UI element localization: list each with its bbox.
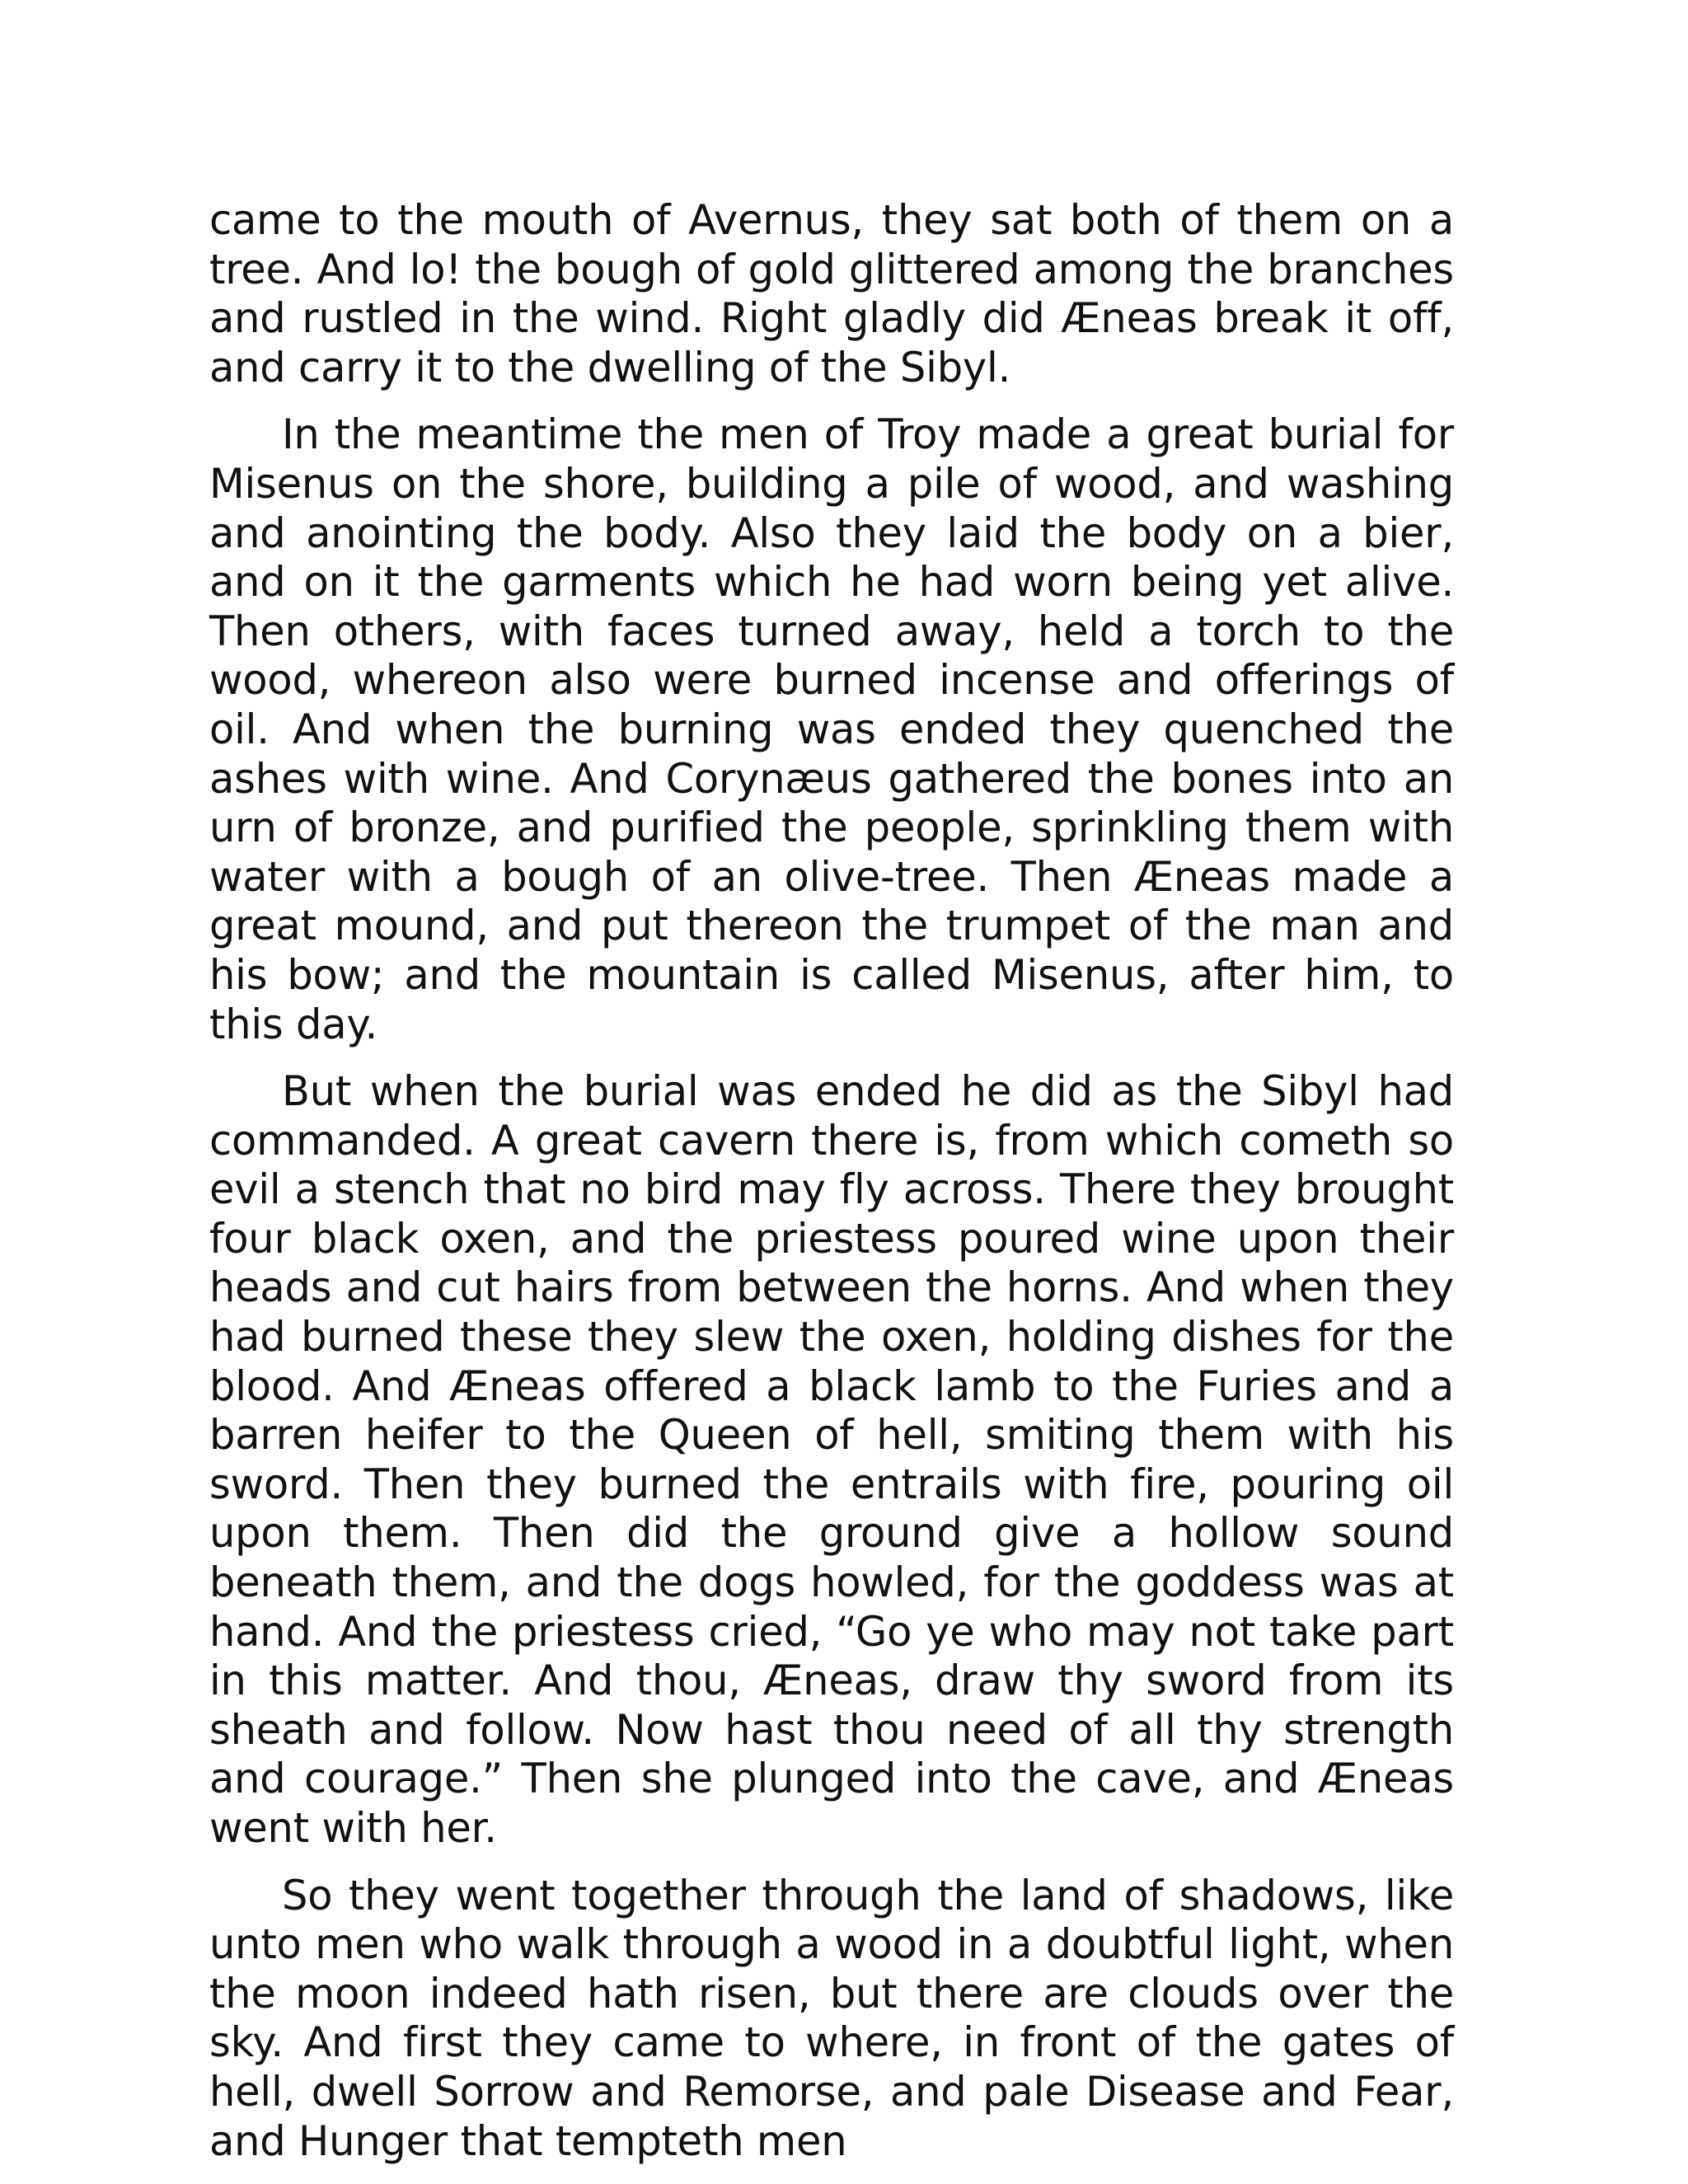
paragraph-cavern-sacrifice: But when the burial was ended he did as the Sibyl had commanded. A great cavern there is, from which cometh so evil a stench that no bird may fly across. There they brought four black oxen, and the priestess poured wine upon their heads and cut hairs from between the horns. And when they had burned these they slew the oxen, holding dishes for the blood. And Æneas offered a black lamb to the Furies and a barren heifer to the Queen of hell, smiting them with his sword. Then they burned the entrails with fire, pouring oil upon them. Then did the ground give a hollow sound beneath them, and the dogs howled, for the goddess was at hand. And the priestess cried, “Go ye who may not take part in this matter. And thou, Æneas, draw thy sword from its sheath and follow. Now hast thou need of all thy strength and courage.” Then she plunged into the cave, and Æneas went with her.	[209, 1067, 1454, 1852]
paragraph-misenus-burial: In the meantime the men of Troy made a great burial for Misenus on the shore, building a pile of wood, and washing and anointing the body. Also they laid the body on a bier, and on it the garments which he had worn being yet alive. Then others, with faces turned away, held a torch to the wood, whereon also were burned incense and offerings of oil. And when the burning was ended they quenched the ashes with wine. And Corynæus gathered the bones into an urn of bronze, and purified the people, sprinkling them with water with a bough of an olive-tree. Then Æneas made a great mound, and put thereon the trumpet of the man and his bow; and the mountain is called Misenus, after him, to this day.	[209, 410, 1454, 1048]
paragraph-land-of-shadows: So they went together through the land of shadows, like unto men who walk through a wood in a doubtful light, when the moon indeed hath risen, but there are clouds over the sky. And first they came to where, in front of the gates of hell, dwell Sorrow and Remorse, and pale Disease and Fear, and Hunger that tempteth men	[209, 1871, 1454, 2165]
page-text	[209, 196, 1454, 2166]
paragraph-continuation: came to the mouth of Avernus, they sat both of them on a tree. And lo! the bough of gold glittered among the branches and rustled in the wind. Right gladly did Æneas break it off, and carry it to the dwelling of the Sibyl.	[209, 196, 1454, 391]
